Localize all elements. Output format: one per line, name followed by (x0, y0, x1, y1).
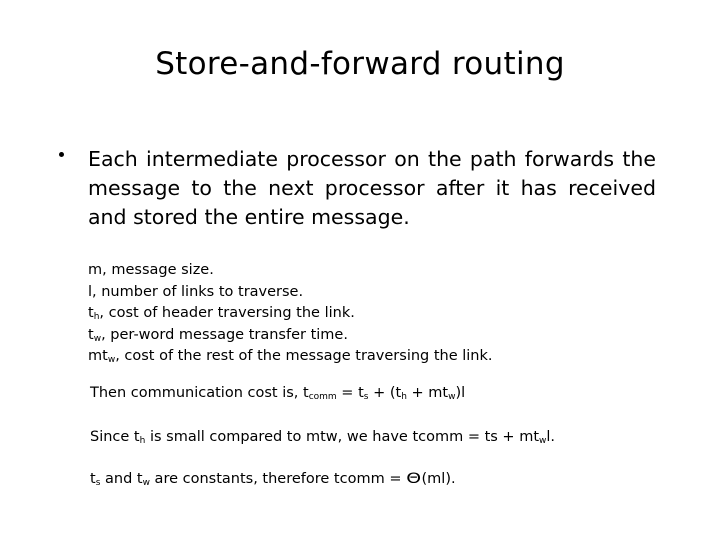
bullet-text: Each intermediate processor on the path forwards the message to the next processor after it has received and stored the entire message. (88, 147, 656, 229)
definition-per-word-time: $t_w$, per-word message transfer time. (88, 326, 348, 344)
definition-message-size: m, message size. (88, 262, 214, 278)
communication-cost-line: Then communication cost is, $t_{comm} = t_s + (t_h + mt_w)l$ (90, 385, 466, 402)
definition-header-cost: $t_h$, cost of header traversing the link. (88, 305, 355, 322)
conclusion-line: $t_s$ and $t_w$ are constants, therefore tcomm = Θ(ml). (90, 471, 456, 488)
theta-symbol: Θ (406, 471, 422, 487)
definitions-list (88, 260, 493, 368)
definition-rest-cost: $mt_w$, cost of the rest of the message traversing the link. (88, 348, 493, 365)
definition-links: l, number of links to traverse. (88, 283, 304, 300)
approximation-line: Since $t_h$ is small compared to mtw, we have tcomm = ts + $mt_wl$. (90, 429, 556, 446)
slide-title: Store-and-forward routing (155, 46, 565, 82)
bullet-dot (59, 152, 64, 157)
